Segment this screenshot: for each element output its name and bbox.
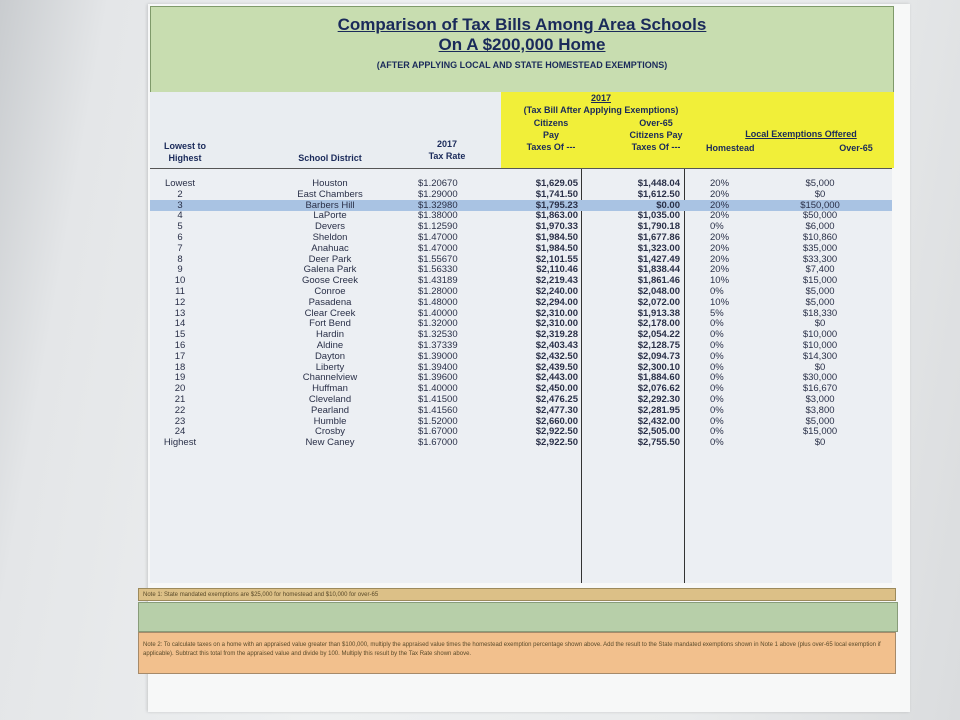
over65-tax-cell: $1,838.44 [637, 264, 680, 276]
rate-header-l1: 2017 [436, 139, 458, 149]
rank-header-l2: Highest [168, 153, 202, 163]
over65-exemption-cell: $15,000 [802, 275, 838, 287]
yellow-header-block [501, 92, 894, 168]
table-row [150, 405, 892, 416]
homestead-exemption-cell: 20% [710, 178, 730, 189]
table-row [150, 264, 892, 275]
homestead-exemption-cell: 0% [710, 221, 724, 233]
tax-rate-cell: $1.55670 [418, 253, 458, 265]
citizens-tax-cell: $2,403.43 [535, 340, 578, 351]
homestead-exemption-cell: 0% [710, 394, 724, 405]
over65-tax-cell: $2,292.30 [637, 394, 680, 405]
tax-rate-cell: $1.67000 [418, 426, 458, 438]
table-row [150, 286, 892, 297]
rank-cell: 16 [174, 340, 186, 351]
over65-tax-cell: $2,281.95 [637, 404, 680, 416]
homestead-exemption-cell: 0% [710, 383, 724, 395]
district-cell: Goose Creek [302, 275, 358, 287]
tax-rate-cell: $1.32530 [418, 329, 458, 341]
district-cell: East Chambers [297, 188, 363, 200]
table-row [150, 383, 892, 394]
table-row [150, 232, 892, 243]
over65-exemption-cell: $5,000 [805, 286, 835, 297]
citizens-tax-cell: $2,319.28 [535, 329, 578, 341]
tax-rate-cell: $1.41560 [418, 404, 458, 416]
district-cell: Barbers Hill [305, 199, 355, 211]
over65-exempt-header: Over-65 [839, 143, 873, 153]
district-cell: Cleveland [308, 394, 352, 405]
over65-tax-cell: $0.00 [656, 199, 680, 211]
over65-tax-cell: $2,178.00 [637, 318, 680, 330]
rate-header [412, 138, 482, 162]
over65-tax-cell: $1,884.60 [637, 372, 680, 384]
tax-rate-cell: $1.39000 [418, 350, 458, 362]
homestead-header: Homestead [706, 143, 755, 153]
citizens-tax-cell: $2,922.50 [535, 437, 578, 449]
district-cell: Crosby [314, 426, 346, 438]
rank-cell: 18 [174, 361, 186, 373]
over65-exemption-cell: $30,000 [802, 372, 838, 384]
citizens-tax-cell: $2,443.00 [535, 372, 578, 384]
rank-header-l1: Lowest to [164, 141, 206, 151]
rank-cell: 10 [174, 275, 186, 287]
homestead-exemption-cell: 0% [710, 340, 724, 351]
over65-exemption-cell: $0 [814, 437, 826, 449]
citizens-tax-cell: $2,310.00 [535, 307, 578, 319]
header-left [150, 92, 501, 168]
citizens-tax-cell: $2,240.00 [535, 286, 578, 297]
over65-tax-cell: $2,072.00 [637, 296, 680, 308]
table-row [150, 189, 892, 200]
over65-exemption-cell: $5,000 [805, 296, 835, 308]
tax-rate-cell: $1.39400 [418, 361, 458, 373]
over65-exemption-cell: $10,000 [802, 329, 838, 341]
tax-rate-cell: $1.32000 [418, 318, 458, 330]
over65-exemption-cell: $50,000 [802, 210, 838, 222]
table-row [150, 200, 892, 211]
over65-exemption-cell: $3,000 [805, 394, 835, 405]
over65-header-l3: Taxes Of --- [631, 142, 681, 152]
citizens-tax-cell: $2,477.30 [535, 404, 578, 416]
over65-tax-cell: $2,432.00 [637, 415, 680, 427]
rank-cell: 12 [174, 296, 186, 308]
over65-exemption-cell: $35,000 [802, 242, 838, 254]
district-cell: Fort Bend [309, 318, 351, 330]
table-row [150, 308, 892, 319]
rank-cell: 4 [177, 210, 183, 222]
rank-cell: 7 [177, 242, 183, 254]
rank-cell: 3 [177, 199, 183, 211]
over65-exemption-cell: $10,000 [802, 340, 838, 351]
homestead-exemption-cell: 0% [710, 318, 724, 330]
citizens-header [511, 117, 591, 153]
tax-rate-cell: $1.48000 [418, 296, 458, 308]
over65-tax-cell: $1,861.46 [637, 275, 680, 287]
over65-tax-cell: $1,612.50 [637, 188, 680, 200]
table-row [150, 416, 892, 427]
homestead-exemption-cell: 10% [710, 296, 730, 308]
rank-cell: 19 [174, 372, 186, 384]
rank-cell: 17 [174, 350, 186, 362]
district-cell: Pearland [310, 404, 350, 416]
rank-cell: 9 [177, 264, 183, 276]
over65-exemption-cell: $0 [814, 188, 826, 200]
table-row [150, 254, 892, 265]
homestead-exemption-cell: 0% [710, 361, 724, 373]
district-cell: Channelview [302, 372, 358, 384]
over65-tax-cell: $2,300.10 [637, 361, 680, 373]
over65-header [611, 117, 701, 153]
homestead-exemption-cell: 20% [710, 199, 730, 211]
citizens-tax-cell: $2,439.50 [535, 361, 578, 373]
rank-cell: Lowest [164, 178, 196, 189]
tax-rate-cell: $1.32980 [418, 199, 458, 211]
over65-tax-cell: $1,323.00 [637, 242, 680, 254]
note-1: Note 1: State mandated exemptions are $25,000 for homestead and $10,000 for over-65 [138, 588, 896, 601]
table-row [150, 210, 892, 221]
rank-cell: 20 [174, 383, 186, 395]
citizens-header-l1: Citizens [533, 118, 569, 128]
homestead-exemption-cell: 20% [710, 242, 730, 254]
homestead-exemption-cell: 0% [710, 415, 724, 427]
tax-rate-cell: $1.20670 [418, 178, 458, 189]
district-cell: Anahuac [311, 242, 349, 254]
citizens-tax-cell: $1,970.33 [535, 221, 578, 233]
data-table [150, 168, 892, 583]
tax-rate-cell: $1.28000 [418, 286, 458, 297]
over65-exemption-cell: $5,000 [805, 415, 835, 427]
rank-cell: 14 [174, 318, 186, 330]
citizens-tax-cell: $2,110.46 [536, 264, 578, 276]
table-row [150, 340, 892, 351]
rank-cell: 23 [174, 415, 186, 427]
district-cell: Huffman [312, 383, 348, 395]
over65-tax-cell: $2,505.00 [637, 426, 680, 438]
over65-tax-cell: $2,094.73 [637, 350, 680, 362]
tax-rate-cell: $1.67000 [418, 437, 458, 449]
over65-exemption-cell: $18,330 [802, 307, 838, 319]
citizens-tax-cell: $2,219.43 [535, 275, 578, 287]
district-cell: Houston [312, 178, 348, 189]
tax-rate-cell: $1.47000 [418, 242, 458, 254]
citizens-tax-cell: $2,101.55 [535, 253, 578, 265]
rank-cell: Highest [163, 437, 197, 449]
table-row [150, 351, 892, 362]
district-cell: LaPorte [313, 210, 347, 222]
district-cell: New Caney [305, 437, 355, 449]
table-row [150, 178, 892, 189]
over65-exemption-cell: $150,000 [800, 199, 840, 211]
over65-exemption-cell: $3,800 [805, 404, 835, 416]
homestead-exemption-cell: 10% [710, 275, 730, 287]
homestead-exemption-cell: 20% [710, 188, 730, 200]
rank-cell: 8 [177, 253, 183, 265]
district-cell: Liberty [315, 361, 345, 373]
tax-rate-cell: $1.38000 [418, 210, 458, 222]
tax-rate-cell: $1.37339 [418, 340, 458, 351]
rank-cell: 15 [174, 329, 186, 341]
rank-cell: 22 [174, 404, 186, 416]
over65-exemption-cell: $15,000 [802, 426, 838, 438]
homestead-exemption-cell: 0% [710, 286, 724, 297]
district-cell: Galena Park [303, 264, 357, 276]
rank-cell: 24 [174, 426, 186, 438]
document-sheet [143, 4, 910, 712]
citizens-tax-cell: $2,432.50 [535, 350, 578, 362]
over65-exemption-cell: $7,400 [805, 264, 835, 276]
taxbill-header: (Tax Bill After Applying Exemptions) [523, 105, 679, 115]
tax-rate-cell: $1.40000 [418, 383, 458, 395]
year-header: 2017 [590, 93, 612, 103]
over65-exemption-cell: $0 [814, 361, 826, 373]
over65-exemption-cell: $14,300 [802, 350, 838, 362]
tax-rate-cell: $1.40000 [418, 307, 458, 319]
over65-tax-cell: $1,790.18 [637, 221, 680, 233]
homestead-exemption-cell: 0% [710, 404, 724, 416]
citizens-tax-cell: $2,476.25 [535, 394, 578, 405]
district-cell: Humble [313, 415, 347, 427]
over65-tax-cell: $2,076.62 [637, 383, 680, 395]
homestead-exemption-cell: 5% [710, 307, 724, 319]
over65-tax-cell: $2,755.50 [637, 437, 680, 449]
rank-cell: 13 [174, 307, 186, 319]
rank-cell: 6 [177, 232, 183, 243]
rank-cell: 21 [174, 394, 186, 405]
homestead-exemption-cell: 0% [710, 372, 724, 384]
over65-exemption-cell: $6,000 [805, 221, 835, 233]
district-cell: Clear Creek [304, 307, 356, 319]
title-subtitle: (AFTER APPLYING LOCAL AND STATE HOMESTEAD EXEMPTIONS) [376, 60, 668, 70]
note-spacer-band [138, 602, 898, 632]
over65-exemption-cell: $0 [814, 318, 826, 330]
citizens-tax-cell: $2,294.00 [535, 296, 578, 308]
over65-tax-cell: $2,054.22 [637, 329, 680, 341]
citizens-tax-cell: $2,922.50 [535, 426, 578, 438]
rate-header-l2: Tax Rate [428, 151, 466, 161]
citizens-tax-cell: $2,660.00 [535, 415, 578, 427]
tax-rate-cell: $1.56330 [418, 264, 458, 276]
note-2: Note 2: To calculate taxes on a home with an appraised value greater than $100,000, multiply the appraised value times the homestead exemption percentage shown above. Add the result to the State mandated exemptions shown in Note 1 above (plus over-65 local exemption if applicable). Subtract this total from the appraised value and divide by 100. Multiply this result by the Tax Rate shown above. [138, 632, 896, 674]
citizens-tax-cell: $1,741.50 [535, 188, 578, 200]
over65-header-l1: Over-65 [639, 118, 673, 128]
tax-rate-cell: $1.12590 [418, 221, 458, 233]
over65-exemption-cell: $10,860 [802, 232, 838, 243]
district-cell: Deer Park [308, 253, 352, 265]
citizens-tax-cell: $2,450.00 [535, 383, 578, 395]
district-cell: Devers [314, 221, 346, 233]
citizens-tax-cell: $1,863.00 [535, 210, 578, 222]
homestead-exemption-cell: 20% [710, 210, 730, 222]
over65-tax-cell: $1,035.00 [637, 210, 680, 222]
over65-tax-cell: $1,677.86 [637, 232, 680, 243]
district-cell: Aldine [316, 340, 344, 351]
homestead-exemption-cell: 0% [710, 329, 724, 341]
table-row [150, 372, 892, 383]
title-box [150, 6, 894, 93]
over65-tax-cell: $2,128.75 [637, 340, 680, 351]
district-cell: Hardin [316, 329, 344, 341]
title-line-1: Comparison of Tax Bills Among Area Schools [337, 15, 707, 34]
tax-rate-cell: $1.39600 [418, 372, 458, 384]
table-row [150, 221, 892, 232]
over65-header-l2: Citizens Pay [629, 130, 683, 140]
table-row [150, 394, 892, 405]
homestead-exemption-cell: 20% [710, 253, 730, 265]
tax-rate-cell: $1.29000 [418, 188, 458, 200]
district-cell: Pasadena [308, 296, 352, 308]
over65-exemption-cell: $33,300 [802, 253, 838, 265]
over65-exemption-cell: $16,670 [802, 383, 838, 395]
over65-exemption-cell: $5,000 [805, 178, 835, 189]
table-row [150, 318, 892, 329]
homestead-exemption-cell: 20% [710, 264, 730, 276]
citizens-tax-cell: $1,984.50 [535, 232, 578, 243]
table-row [150, 426, 892, 437]
over65-tax-cell: $2,048.00 [637, 286, 680, 297]
district-header: School District [298, 153, 362, 163]
citizens-tax-cell: $1,795.23 [535, 199, 578, 211]
citizens-header-l3: Taxes Of --- [526, 142, 576, 152]
table-row [150, 243, 892, 254]
homestead-exemption-cell: 0% [710, 350, 724, 362]
rank-cell: 2 [177, 188, 183, 200]
citizens-tax-cell: $1,629.05 [535, 178, 578, 189]
table-row [150, 275, 892, 286]
table-row [150, 329, 892, 340]
over65-tax-cell: $1,427.49 [637, 253, 680, 265]
tax-rate-cell: $1.43189 [418, 275, 458, 287]
rank-cell: 5 [177, 221, 183, 233]
table-row [150, 437, 892, 448]
homestead-exemption-cell: 0% [710, 426, 724, 438]
local-exemptions-header: Local Exemptions Offered [745, 129, 857, 139]
over65-tax-cell: $1,913.38 [637, 307, 680, 319]
tax-rate-cell: $1.47000 [418, 232, 458, 243]
table-row [150, 297, 892, 308]
title-line-2: On A $200,000 Home [438, 35, 606, 54]
rank-cell: 11 [175, 286, 185, 297]
table-row [150, 362, 892, 373]
over65-tax-cell: $1,448.04 [637, 178, 680, 189]
citizens-tax-cell: $2,310.00 [535, 318, 578, 330]
homestead-exemption-cell: 0% [710, 437, 724, 449]
homestead-exemption-cell: 20% [710, 232, 730, 243]
district-cell: Sheldon [312, 232, 348, 243]
citizens-tax-cell: $1,984.50 [535, 242, 578, 254]
district-cell: Dayton [314, 350, 346, 362]
citizens-header-l2: Pay [542, 130, 559, 140]
tax-rate-cell: $1.52000 [418, 415, 458, 427]
district-cell: Conroe [314, 286, 346, 297]
rank-header [150, 140, 220, 164]
tax-rate-cell: $1.41500 [418, 394, 458, 405]
